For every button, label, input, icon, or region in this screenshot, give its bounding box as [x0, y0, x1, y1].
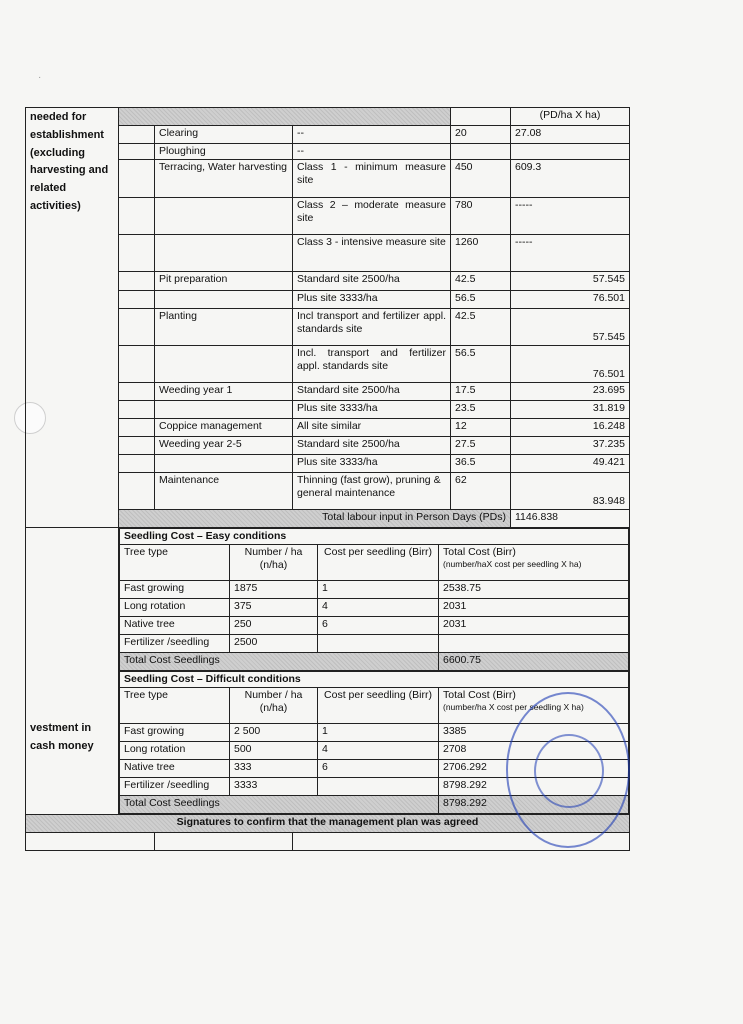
signatures-header-row — [26, 815, 630, 833]
cost-cell: 1 — [318, 724, 439, 742]
row-spacer — [119, 144, 155, 160]
tree-type-cell: Fertilizer /seedling — [120, 778, 230, 796]
table-row — [120, 760, 629, 778]
activity-cell: Weeding year 1 — [155, 383, 293, 401]
row-spacer — [119, 455, 155, 473]
table-row — [120, 778, 629, 796]
pd-cell: 20 — [451, 126, 511, 144]
pd-cell: 780 — [451, 198, 511, 235]
row-spacer — [119, 473, 155, 510]
activity-cell: Planting — [155, 309, 293, 346]
tree-type-cell: Fast growing — [120, 724, 230, 742]
total-cell: 76.501 — [511, 291, 630, 309]
pd-cell: 27.5 — [451, 437, 511, 455]
difficult-total-row — [120, 796, 629, 814]
total-cell: 609.3 — [511, 160, 630, 198]
cost-cell: 4 — [318, 742, 439, 760]
management-plan-table — [25, 107, 630, 851]
activity-cell: Ploughing — [155, 144, 293, 160]
difficult-total-value: 8798.292 — [439, 796, 629, 814]
pd-cell: 17.5 — [451, 383, 511, 401]
pd-cell: 450 — [451, 160, 511, 198]
description-cell: Class 3 - intensive measure site — [293, 235, 451, 272]
number-cell: 250 — [230, 617, 318, 635]
tree-type-cell: Fertilizer /seedling — [120, 635, 230, 653]
total-cell: 16.248 — [511, 419, 630, 437]
activity-cell — [155, 401, 293, 419]
activity-cell: Coppice management — [155, 419, 293, 437]
table-row — [120, 742, 629, 760]
total-cost-cell: 2538.75 — [439, 581, 629, 599]
investment-section-label: vestment in cash money — [26, 528, 119, 815]
pd-cell: 42.5 — [451, 309, 511, 346]
pd-cell: 1260 — [451, 235, 511, 272]
total-header-formula: (number/haX cost per seedling X ha) — [443, 558, 582, 569]
activity-cell: Maintenance — [155, 473, 293, 510]
description-cell: Class 2 – moderate measure site — [293, 198, 451, 235]
cost-cell: 6 — [318, 617, 439, 635]
seedling-cost-container — [119, 528, 630, 815]
total-cost-cell: 8798.292 — [439, 778, 629, 796]
tree-type-cell: Long rotation — [120, 599, 230, 617]
number-header: Number / ha (n/ha) — [230, 545, 318, 581]
row-spacer — [119, 419, 155, 437]
easy-total-label: Total Cost Seedlings — [120, 653, 439, 671]
total-cell: 57.545 — [511, 272, 630, 291]
number-cell: 500 — [230, 742, 318, 760]
table-row — [120, 635, 629, 653]
activity-cell — [155, 346, 293, 383]
labour-header-empty — [451, 108, 511, 126]
description-cell: -- — [293, 126, 451, 144]
description-cell: Standard site 2500/ha — [293, 383, 451, 401]
pd-cell: 36.5 — [451, 455, 511, 473]
difficult-section-title: Seedling Cost – Difficult conditions — [120, 672, 629, 688]
signatures-row — [26, 833, 630, 851]
description-cell: Plus site 3333/ha — [293, 455, 451, 473]
seedling-cost-difficult-table — [119, 671, 629, 814]
total-cell: 57.545 — [511, 309, 630, 346]
cost-cell — [318, 778, 439, 796]
signature-box[interactable] — [293, 833, 630, 851]
easy-section-title: Seedling Cost – Easy conditions — [120, 529, 629, 545]
description-cell: Thinning (fast grow), pruning & general maintenance — [293, 473, 451, 510]
description-cell: Incl. transport and fertilizer appl. standards site — [293, 346, 451, 383]
activity-cell: Pit preparation — [155, 272, 293, 291]
number-cell: 2 500 — [230, 724, 318, 742]
activity-cell — [155, 455, 293, 473]
tree-type-header: Tree type — [120, 545, 230, 581]
labour-unit-header: (PD/ha X ha) — [511, 108, 630, 126]
tree-type-cell: Native tree — [120, 760, 230, 778]
tree-type-header: Tree type — [120, 688, 230, 724]
row-spacer — [119, 401, 155, 419]
description-cell: Standard site 2500/ha — [293, 437, 451, 455]
activity-cell: Clearing — [155, 126, 293, 144]
description-cell: Incl transport and fertilizer appl. standards site — [293, 309, 451, 346]
activity-cell — [155, 235, 293, 272]
description-cell: Plus site 3333/ha — [293, 291, 451, 309]
tree-type-cell: Fast growing — [120, 581, 230, 599]
number-header: Number / ha (n/ha) — [230, 688, 318, 724]
labour-header-row — [26, 108, 630, 126]
table-row — [120, 724, 629, 742]
row-spacer — [119, 383, 155, 401]
total-cell: ----- — [511, 235, 630, 272]
difficult-total-label: Total Cost Seedlings — [120, 796, 439, 814]
total-cell: 31.819 — [511, 401, 630, 419]
description-cell: Plus site 3333/ha — [293, 401, 451, 419]
cost-cell: 1 — [318, 581, 439, 599]
row-spacer — [119, 291, 155, 309]
signature-box[interactable] — [26, 833, 155, 851]
cost-header: Cost per seedling (Birr) — [318, 688, 439, 724]
total-cell: 49.421 — [511, 455, 630, 473]
table-row — [120, 599, 629, 617]
labour-header-blank — [119, 108, 451, 126]
cost-cell — [318, 635, 439, 653]
row-spacer — [119, 309, 155, 346]
total-cost-cell: 2031 — [439, 599, 629, 617]
total-cell — [511, 144, 630, 160]
activity-cell: Weeding year 2-5 — [155, 437, 293, 455]
pd-cell: 56.5 — [451, 291, 511, 309]
activity-cell: Terracing, Water harvesting — [155, 160, 293, 198]
number-cell: 3333 — [230, 778, 318, 796]
seedling-cost-easy-table — [119, 528, 629, 671]
row-spacer — [119, 437, 155, 455]
total-cost-cell: 2708 — [439, 742, 629, 760]
easy-total-value: 6600.75 — [439, 653, 629, 671]
signature-box[interactable] — [155, 833, 293, 851]
investment-row — [26, 528, 630, 815]
total-cost-cell — [439, 635, 629, 653]
total-cell: 76.501 — [511, 346, 630, 383]
total-header-label: Total Cost (Birr) — [443, 689, 516, 701]
row-spacer — [119, 235, 155, 272]
table-row — [120, 581, 629, 599]
table-row — [120, 617, 629, 635]
total-header-label: Total Cost (Birr) — [443, 546, 516, 558]
cost-header: Cost per seedling (Birr) — [318, 545, 439, 581]
pd-cell — [451, 144, 511, 160]
number-cell: 333 — [230, 760, 318, 778]
row-spacer — [119, 198, 155, 235]
tree-type-cell: Long rotation — [120, 742, 230, 760]
number-cell: 1875 — [230, 581, 318, 599]
row-spacer — [119, 272, 155, 291]
pd-cell: 56.5 — [451, 346, 511, 383]
total-cost-cell: 2706.292 — [439, 760, 629, 778]
total-cell: ----- — [511, 198, 630, 235]
pd-cell: 23.5 — [451, 401, 511, 419]
total-header — [439, 688, 629, 724]
total-header — [439, 545, 629, 581]
total-cell: 37.235 — [511, 437, 630, 455]
labour-section-label: needed for establishment (excluding harvesting and related activities) — [26, 108, 119, 528]
row-spacer — [119, 346, 155, 383]
activity-cell — [155, 291, 293, 309]
activity-cell — [155, 198, 293, 235]
pd-cell: 12 — [451, 419, 511, 437]
total-cell: 83.948 — [511, 473, 630, 510]
description-cell: -- — [293, 144, 451, 160]
row-spacer — [119, 160, 155, 198]
total-header-formula: (number/ha X cost per seedling X ha) — [443, 701, 584, 712]
labour-total-label: Total labour input in Person Days (PDs) — [119, 510, 511, 528]
number-cell: 2500 — [230, 635, 318, 653]
scan-speck: · — [38, 72, 42, 83]
description-cell: Standard site 2500/ha — [293, 272, 451, 291]
total-cost-cell: 3385 — [439, 724, 629, 742]
total-cell: 23.695 — [511, 383, 630, 401]
pd-cell: 62 — [451, 473, 511, 510]
labour-total-value: 1146.838 — [511, 510, 630, 528]
signatures-title: Signatures to confirm that the management plan was agreed — [26, 815, 630, 833]
pd-cell: 42.5 — [451, 272, 511, 291]
cost-cell: 4 — [318, 599, 439, 617]
cost-cell: 6 — [318, 760, 439, 778]
description-cell: Class 1 - minimum measure site — [293, 160, 451, 198]
easy-total-row — [120, 653, 629, 671]
number-cell: 375 — [230, 599, 318, 617]
total-cost-cell: 2031 — [439, 617, 629, 635]
total-cell: 27.08 — [511, 126, 630, 144]
row-spacer — [119, 126, 155, 144]
tree-type-cell: Native tree — [120, 617, 230, 635]
description-cell: All site similar — [293, 419, 451, 437]
